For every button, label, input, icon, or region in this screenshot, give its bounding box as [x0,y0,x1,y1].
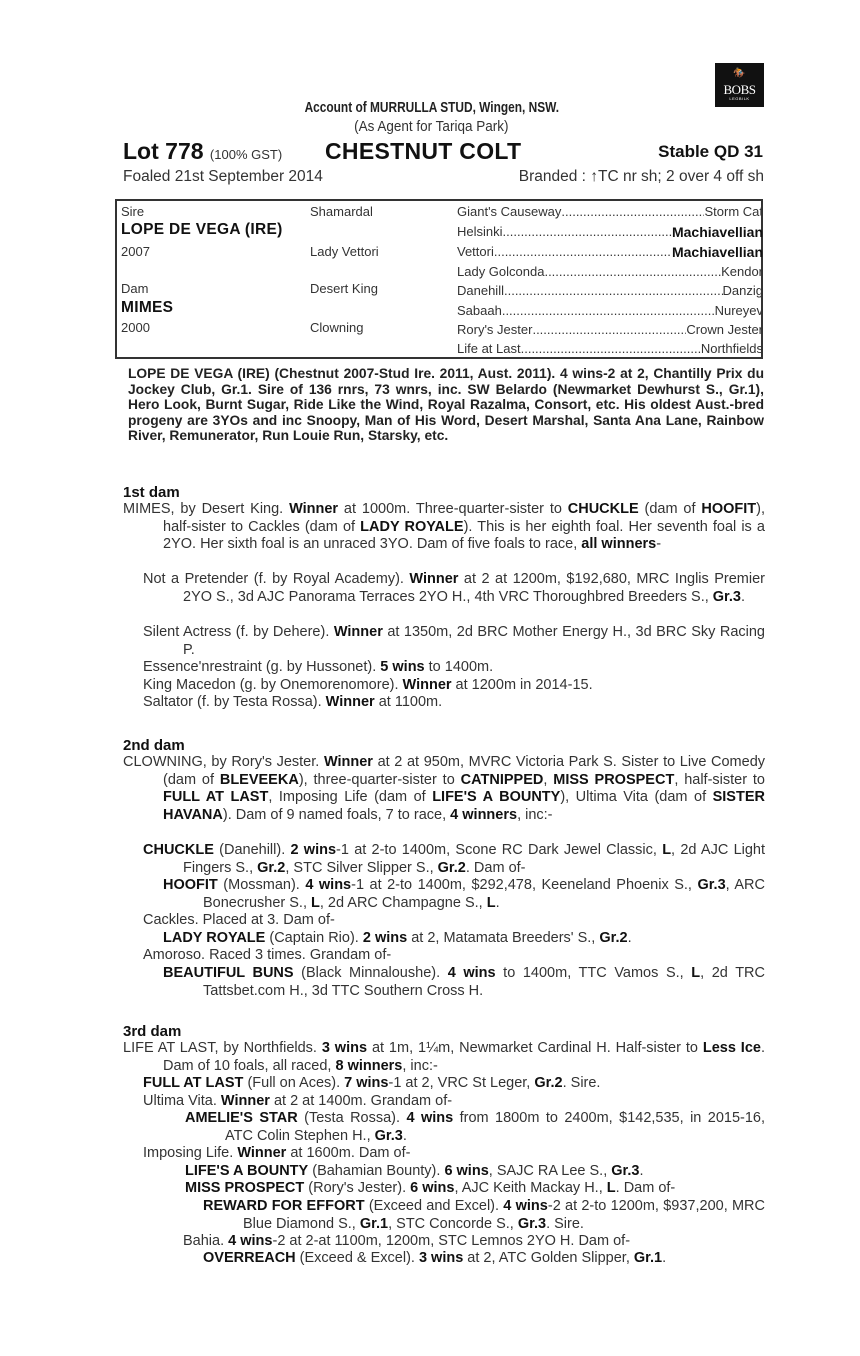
logo-subtext: LEGBILK [729,96,750,101]
grandparent-row [457,283,763,298]
dam-year: 2000 [121,320,150,335]
grandparent-name: Giant's Causeway [457,204,562,219]
sire-label: Sire [121,204,145,219]
grandparent-sire: Storm Cat [704,204,763,219]
grandparent-name: Lady Golconda [457,264,545,279]
sire-dam: Lady Vettori [310,244,379,259]
horse-description: CHESTNUT COLT [325,138,522,164]
agent-note: (As Agent for Tariqa Park) [354,118,509,135]
family-entry: Ultima Vita. Winner at 2 at 1400m. Grandam of- [143,1093,453,1109]
family-entry: Saltator (f. by Testa Rossa). Winner at 1100m. [143,694,443,710]
dot-leader [544,264,721,279]
grandparent-sire: Northfields [700,341,763,356]
family-entry: Imposing Life. Winner at 1600m. Dam of- [143,1145,411,1161]
grandparent-row [457,204,763,219]
pedigree-table [115,199,763,359]
dam-dam: Clowning [310,320,364,335]
family-entry: King Macedon (g. by Onemorenomore). Winner at 1200m in 2014-15. [143,677,593,693]
dam-sire: Desert King [310,281,378,296]
family-entry: MIMES, by Desert King. Winner at 1000m. Three-quarter-sister to CHUCKLE (dam of HOOFIT), half-sister to Cackles (dam of LADY ROYALE). This is her eighth foal. Her seventh foal is a 2YO. Her sixth foal is an unraced 3YO. Dam of five foals to race, all winners- [123,501,765,552]
brand-info: Branded : ↑TC nr sh; 2 over 4 off sh [518,168,764,185]
horse-icon: 🏇 [733,68,746,79]
family-entry: Bahia. 4 wins-2 at 2-at 1100m, 1200m, STC Lemnos 2YO H. Dam of- [183,1233,631,1249]
family-entry: REWARD FOR EFFORT (Exceed and Excel). 4 wins-2 at 2-to 1200m, $937,200, MRC Blue Diamond S., Gr.1, STC Concorde S., Gr.3. Sire. [203,1198,765,1232]
sire-summary: LOPE DE VEGA (IRE) (Chestnut 2007-Stud Ire. 2011, Aust. 2011). 4 wins-2 at 2, Chantilly Prix du Jockey Club, Gr.1. Sire of 136 rnrs, 73 wnrs, inc. SW Belardo (Newmarket Dewhurst S., Gr.1), Hero Look, Burnt Sugar, Ride Like the Wind, Royal Razalma, Consort, etc. His oldest Aust.-bred progeny are 3YOs and inc Snoopy, Man of His Word, Desert Marshal, Santa Ana Lane, Rainbow River, Remunerator, Run Louie Run, Starsky, etc. [128,366,764,443]
sire-name: LOPE DE VEGA (IRE) [121,221,283,238]
family-entry: CLOWNING, by Rory's Jester. Winner at 2 at 950m, MVRC Victoria Park S. Sister to Live Comedy (dam of BLEVEEKA), three-quarter-sister to CATNIPPED, MISS PROSPECT, half-sister to FULL AT LAST, Imposing Life (dam of LIFE'S A BOUNTY), Ultima Vita (dam of SISTER HAVANA). Dam of 9 named foals, 7 to race, 4 winners, inc:- [123,754,766,823]
lot-header [123,138,763,166]
family-entry: BEAUTIFUL BUNS (Black Minnaloushe). 4 wins to 1400m, TTC Vamos S., L, 2d TRC Tattsbet.com H., 3d TTC Southern Cross H. [163,965,765,999]
foaled-date: Foaled 21st September 2014 [123,168,323,185]
family-entry: Amoroso. Raced 3 times. Grandam of- [143,947,392,963]
grandparent-name: Life at Last [457,341,521,356]
grandparent-sire: Crown Jester [686,322,763,337]
family-entry: MISS PROSPECT (Rory's Jester). 6 wins, AJC Keith Mackay H., L. Dam of- [185,1180,676,1196]
dot-leader [494,244,672,260]
grandparent-row [457,244,763,260]
dot-leader [532,322,686,337]
lot-label: Lot 778 [123,138,204,164]
sire-year: 2007 [121,244,150,259]
family-entry: Essence'nrestraint (g. by Hussonet). 5 wins to 1400m. [143,659,494,675]
grandparent-row [457,341,763,356]
family-entry: LIFE AT LAST, by Northfields. 3 wins at 1m, 1¼m, Newmarket Cardinal H. Half-sister to Less Ice. Dam of 10 foals, all raced, 8 winners, inc:- [123,1040,765,1074]
dam-label: Dam [121,281,149,296]
family-entry: AMELIE'S STAR (Testa Rossa). 4 wins from 1800m to 2400m, $142,535, in 2015-16, ATC Colin Stephen H., Gr.3. [185,1110,766,1144]
dam-name: MIMES [121,299,174,316]
grandparent-row [457,224,763,240]
family-entry: Silent Actress (f. by Dehere). Winner at 1350m, 2d BRC Mother Energy H., 3d BRC Sky Racing P. [143,624,765,658]
family-entry: Cackles. Placed at 3. Dam of- [143,912,335,928]
dot-leader [561,204,704,219]
grandparent-name: Sabaah [457,303,502,318]
section-title: 3rd dam [123,1023,182,1040]
sire-sire: Shamardal [310,204,373,219]
family-entry: LADY ROYALE (Captain Rio). 2 wins at 2, Matamata Breeders' S., Gr.2. [163,930,632,946]
stable-number: Stable QD 31 [658,142,763,161]
lot-number [123,138,282,165]
family-entry: HOOFIT (Mossman). 4 wins-1 at 2-to 1400m, $292,478, Keeneland Phoenix S., Gr.3, ARC Bonecrusher S., L, 2d ARC Champagne S., L. [163,877,765,911]
gst-note: (100% GST) [209,147,283,162]
logo-text: BOBS [723,82,756,97]
grandparent-name: Rory's Jester [457,322,533,337]
family-entry: LIFE'S A BOUNTY (Bahamian Bounty). 6 wins, SAJC RA Lee S., Gr.3. [185,1163,644,1179]
grandparent-name: Vettori [457,244,494,259]
grandparent-name: Helsinki [457,224,503,239]
dot-leader [521,341,701,356]
grandparent-sire: Kendor [721,264,763,279]
dot-leader [502,303,715,318]
grandparent-row [457,303,763,318]
grandparent-sire: Machiavellian [671,224,763,240]
grandparent-sire: Danzig [722,283,763,298]
dot-leader [503,224,672,240]
dot-leader [504,283,723,298]
grandparent-row [457,264,763,279]
family-entry: FULL AT LAST (Full on Aces). 7 wins-1 at 2, VRC St Leger, Gr.2. Sire. [143,1075,601,1091]
family-entry: OVERREACH (Exceed & Excel). 3 wins at 2, ATC Golden Slipper, Gr.1. [203,1250,667,1266]
vendor-account: Account of MURRULLA STUD, Wingen, NSW. [304,100,560,116]
family-entry: CHUCKLE (Danehill). 2 wins-1 at 2-to 1400m, Scone RC Dark Jewel Classic, L, 2d AJC Light Fingers S., Gr.2, STC Silver Slipper S., Gr.2. Dam of- [143,842,766,876]
family-entry: Not a Pretender (f. by Royal Academy). Winner at 2 at 1200m, $192,680, MRC Inglis Premier 2YO S., 3d AJC Panorama Terraces 2YO H., 4th VRC Thoroughbred Breeders S., Gr.3. [143,571,765,605]
grandparent-sire: Machiavellian [671,244,763,260]
section-title: 1st dam [123,484,180,501]
grandparent-sire: Nureyev [714,303,763,318]
section-title: 2nd dam [123,737,185,754]
grandparent-row [457,322,763,337]
grandparent-name: Danehill [457,283,504,298]
